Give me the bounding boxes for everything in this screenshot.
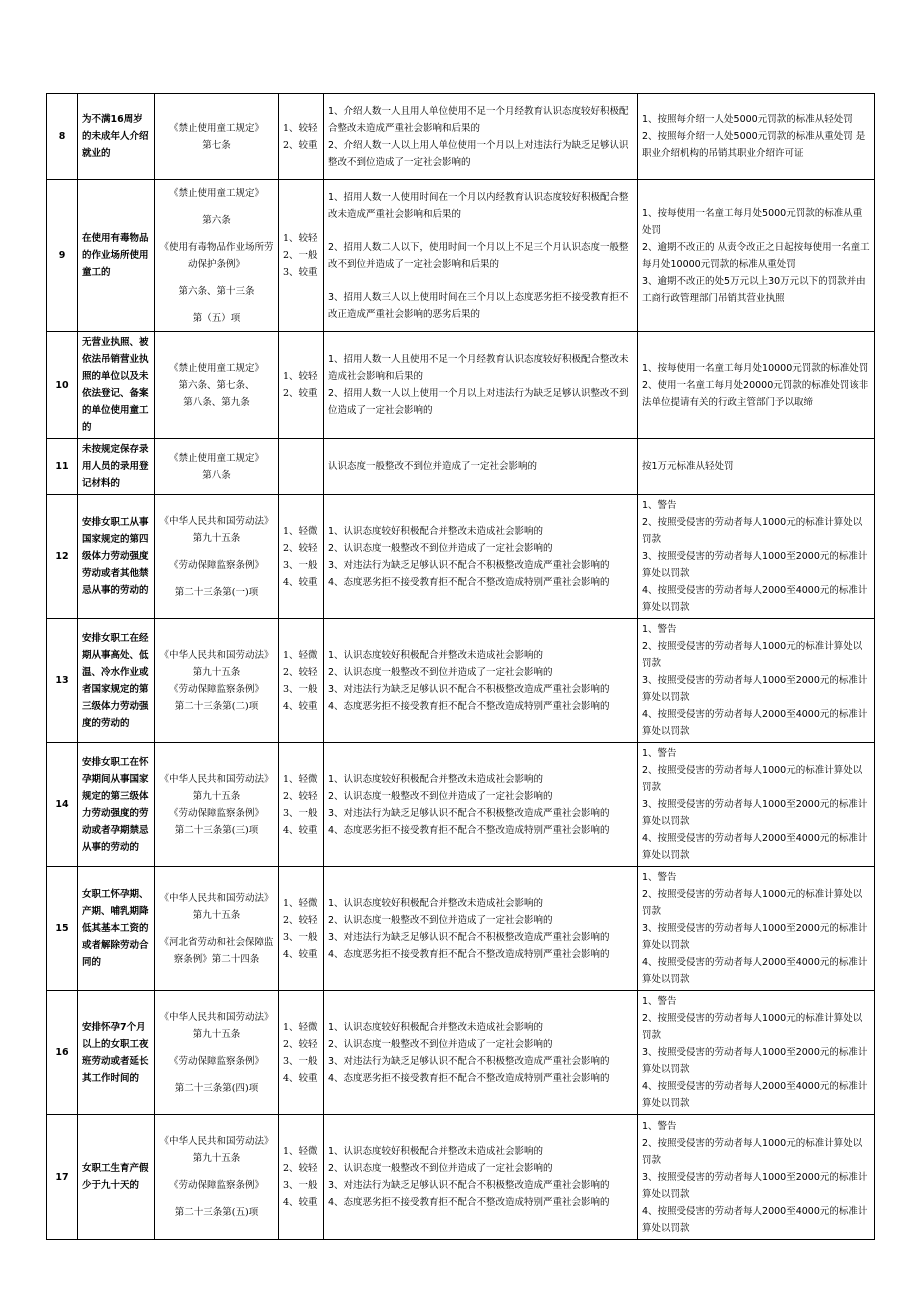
- basis-line: 《禁止使用童工规定》: [168, 362, 264, 374]
- degrees-line: 4、较重: [283, 948, 318, 960]
- conditions-line: 2、认识态度一般整改不到位并造成了一定社会影响的: [328, 542, 553, 554]
- penalties-line: 2、按照受侵害的劳动者每人1000元的标准计算处以罚款: [642, 889, 863, 917]
- basis-line: 《劳动保障监察条例》: [168, 1180, 264, 1191]
- conditions: [324, 332, 638, 439]
- violation-item: 在使用有毒物品的作业场所使用童工的: [78, 180, 155, 332]
- conditions-line: 3、对违法行为缺乏足够认识不配合不积极整改造成严重社会影响的: [328, 1180, 610, 1191]
- line-gap: [328, 273, 633, 289]
- conditions-line: 1、认识态度较好积极配合并整改未造成社会影响的: [328, 1146, 544, 1157]
- penalties-line: 3、按照受侵害的劳动者每人1000至2000元的标准计算处以罚款: [642, 675, 868, 703]
- basis-line: 第八条: [202, 469, 231, 481]
- conditions-line: 2、招用人数一人以上使用一个月以上对违法行为缺乏足够认识整改不到位造成了一定社会影响的: [328, 388, 629, 416]
- violation-item: 为不满16周岁的未成年人介绍就业的: [78, 94, 155, 180]
- penalties-line: 1、警告: [642, 500, 677, 511]
- degrees-line: 2、较轻: [283, 542, 318, 554]
- line-gap: [159, 1070, 274, 1080]
- conditions-line: 2、认识态度一般整改不到位并造成了一定社会影响的: [328, 666, 553, 678]
- row-number: 10: [47, 332, 78, 439]
- penalties-line: 4、按照受侵害的劳动者每人2000至4000元的标准计算处以罚款: [642, 957, 868, 985]
- conditions-line: 3、对违法行为缺乏足够认识不配合不积极整改造成严重社会影响的: [328, 931, 610, 943]
- violation-item: 安排女职工从事国家规定的第四级体力劳动强度劳动或者其他禁忌从事的劳动的: [78, 495, 155, 619]
- penalties-line: 3、按照受侵害的劳动者每人1000至2000元的标准计算处以罚款: [642, 1047, 868, 1075]
- conditions-line: 2、认识态度一般整改不到位并造成了一定社会影响的: [328, 1038, 553, 1050]
- conditions-line: 2、招用人数二人以下，使用时间一个月以上不足三个月认识态度一般整改不到位并造成了一定社会影响和后果的: [328, 241, 629, 270]
- conditions-line: 3、对违法行为缺乏足够认识不配合不积极整改造成严重社会影响的: [328, 1055, 610, 1067]
- conditions-line: 1、认识态度较好积极配合并整改未造成社会影响的: [328, 525, 544, 537]
- conditions-line: 3、对违法行为缺乏足够认识不配合不积极整改造成严重社会影响的: [328, 559, 610, 571]
- table-body: [47, 94, 875, 1240]
- severity-degree: [279, 94, 324, 180]
- degrees-line: 4、较重: [283, 1072, 318, 1084]
- legal-basis: [155, 1115, 279, 1240]
- table-row: [47, 991, 875, 1115]
- conditions-line: 1、招用人数一人且使用不足一个月经教育认识态度较好积极配合整改未造成社会影响和后果的: [328, 354, 629, 382]
- line-gap: [159, 1167, 274, 1177]
- basis-line: 第六条、第七条、: [178, 379, 255, 391]
- degrees-line: 3、一般: [283, 807, 318, 819]
- severity-degree: [279, 439, 324, 495]
- degrees-line: 1、较轻: [283, 122, 318, 134]
- penalties-line: 按1万元标准从轻处罚: [642, 461, 734, 472]
- penalties-line: 2、逾期不改正的 从责令改正之日起按每使用一名童工每月处10000元罚款的标准从重处罚: [642, 241, 870, 270]
- row-number: 14: [47, 743, 78, 867]
- conditions-line: 2、认识态度一般整改不到位并造成了一定社会影响的: [328, 1163, 553, 1174]
- penalties-line: 4、按照受侵害的劳动者每人2000至4000元的标准计算处以罚款: [642, 709, 868, 737]
- penalties-line: 1、按每使用一名童工每月处5000元罚款的标准从重处罚: [642, 207, 863, 236]
- table-row: [47, 867, 875, 991]
- penalty-standard: [638, 332, 875, 439]
- basis-line: 《劳动保障监察条例》: [168, 807, 264, 819]
- basis-line: 第二十三条第(三)项: [174, 824, 259, 836]
- penalties-line: 4、按照受侵害的劳动者每人2000至4000元的标准计算处以罚款: [642, 833, 868, 861]
- penalties-line: 2、按照受侵害的劳动者每人1000元的标准计算处以罚款: [642, 765, 863, 793]
- row-number: 13: [47, 619, 78, 743]
- penalties-line: 3、按照受侵害的劳动者每人1000至2000元的标准计算处以罚款: [642, 551, 868, 579]
- penalties-line: 2、按照受侵害的劳动者每人1000元的标准计算处以罚款: [642, 1137, 863, 1166]
- legal-basis: [155, 867, 279, 991]
- basis-line: 第（五）项: [192, 312, 241, 324]
- conditions-line: 1、认识态度较好积极配合并整改未造成社会影响的: [328, 897, 544, 909]
- basis-line: 第二十三条第(四)项: [174, 1082, 259, 1094]
- conditions: [324, 1115, 638, 1240]
- degrees-line: 3、一般: [283, 1055, 318, 1067]
- legal-basis: [155, 743, 279, 867]
- table-row: [47, 94, 875, 180]
- table-row: [47, 619, 875, 743]
- conditions: [324, 743, 638, 867]
- penalties-line: 3、按照受侵害的劳动者每人1000至2000元的标准计算处以罚款: [642, 1171, 868, 1200]
- basis-line: 《中华人民共和国劳动法》第九十五条: [159, 1011, 274, 1040]
- penalties-line: 1、警告: [642, 996, 677, 1007]
- degrees-line: 1、轻微: [283, 1146, 318, 1157]
- penalties-line: 4、按照受侵害的劳动者每人2000至4000元的标准计算处以罚款: [642, 1205, 868, 1234]
- severity-degree: [279, 743, 324, 867]
- penalty-standard: [638, 94, 875, 180]
- severity-degree: [279, 619, 324, 743]
- degrees-line: 4、较重: [283, 700, 318, 712]
- basis-line: 《劳动保障监察条例》: [168, 1055, 264, 1067]
- basis-line: 第二十三条第(五)项: [174, 1207, 259, 1218]
- conditions-line: 3、对违法行为缺乏足够认识不配合不积极整改造成严重社会影响的: [328, 683, 610, 695]
- violation-item: 安排女职工在怀孕期间从事国家规定的第三级体力劳动强度的劳动或者孕期禁忌从事的劳动的: [78, 743, 155, 867]
- basis-line: 第二十三条第(二)项: [174, 700, 259, 712]
- conditions: [324, 439, 638, 495]
- penalty-standards-table: [46, 93, 875, 1240]
- penalties-line: 1、警告: [642, 1120, 677, 1132]
- degrees-line: 4、较重: [283, 824, 318, 836]
- penalties-line: 1、警告: [642, 748, 677, 759]
- conditions: [324, 495, 638, 619]
- degrees-line: 4、较重: [283, 576, 318, 588]
- line-gap: [159, 202, 274, 212]
- table-row: [47, 332, 875, 439]
- line-gap: [159, 1194, 274, 1204]
- penalty-standard: [638, 1115, 875, 1240]
- penalty-standard: [638, 991, 875, 1115]
- table-row: [47, 495, 875, 619]
- conditions-line: 3、对违法行为缺乏足够认识不配合不积极整改造成严重社会影响的: [328, 807, 610, 819]
- conditions-line: 4、态度恶劣拒不接受教育拒不配合不整改造成特别严重社会影响的: [328, 1072, 610, 1084]
- conditions-line: 2、认识态度一般整改不到位并造成了一定社会影响的: [328, 914, 553, 926]
- basis-line: 第六条: [202, 214, 231, 226]
- conditions: [324, 619, 638, 743]
- penalty-standard: [638, 180, 875, 332]
- penalties-line: 1、按每使用一名童工每月处10000元罚款的标准处罚: [642, 362, 869, 374]
- legal-basis: [155, 495, 279, 619]
- penalty-standard: [638, 743, 875, 867]
- conditions-line: 1、认识态度较好积极配合并整改未造成社会影响的: [328, 773, 544, 785]
- degrees-line: 3、一般: [283, 931, 318, 943]
- basis-line: 《中华人民共和国劳动法》第九十五条: [159, 649, 274, 678]
- severity-degree: [279, 991, 324, 1115]
- legal-basis: [155, 94, 279, 180]
- conditions-line: 4、态度恶劣拒不接受教育拒不配合不整改造成特别严重社会影响的: [328, 700, 610, 712]
- degrees-line: 2、较轻: [283, 1038, 318, 1050]
- basis-line: 《劳动保障监察条例》: [168, 559, 264, 571]
- conditions-line: 2、认识态度一般整改不到位并造成了一定社会影响的: [328, 790, 553, 802]
- basis-line: 《中华人民共和国劳动法》第九十五条: [159, 515, 274, 544]
- basis-line: 第二十三条第(一)项: [174, 586, 259, 598]
- penalties-line: 1、警告: [642, 624, 677, 635]
- penalties-line: 2、按照受侵害的劳动者每人1000元的标准计算处以罚款: [642, 641, 863, 669]
- degrees-line: 3、一般: [283, 683, 318, 695]
- line-gap: [159, 300, 274, 310]
- basis-line: 《禁止使用童工规定》: [168, 452, 264, 464]
- degrees-line: 3、一般: [283, 1180, 318, 1191]
- row-number: 12: [47, 495, 78, 619]
- severity-degree: [279, 180, 324, 332]
- degrees-line: 2、较轻: [283, 914, 318, 926]
- penalties-line: 3、按照受侵害的劳动者每人1000至2000元的标准计算处以罚款: [642, 923, 868, 951]
- degrees-line: 1、较轻: [283, 371, 318, 382]
- row-number: 11: [47, 439, 78, 495]
- row-number: 9: [47, 180, 78, 332]
- line-gap: [159, 229, 274, 239]
- table-row: [47, 439, 875, 495]
- basis-line: 《中华人民共和国劳动法》第九十五条: [159, 773, 274, 802]
- penalties-line: 2、按照每介绍一人处5000元罚款的标准从重处罚 是职业介绍机构的吊销其职业介绍许可证: [642, 131, 866, 159]
- basis-line: 《中华人民共和国劳动法》第九十五条: [159, 892, 274, 921]
- conditions-line: 3、招用人数三人以上使用时间在三个月以上态度恶劣拒不接受教育拒不改正造成严重社会影响的恶劣后果的: [328, 291, 629, 320]
- legal-basis: [155, 619, 279, 743]
- legal-basis: [155, 332, 279, 439]
- conditions-line: 2、介绍人数一人以上用人单位使用一个月以上对违法行为缺乏足够认识整改不到位造成了一定社会影响的: [328, 139, 629, 168]
- degrees-line: 2、一般: [283, 250, 318, 261]
- row-number: 16: [47, 991, 78, 1115]
- table-row: [47, 180, 875, 332]
- degrees-line: 2、较重: [283, 139, 318, 151]
- degrees-line: 1、轻微: [283, 897, 318, 909]
- row-number: 15: [47, 867, 78, 991]
- line-gap: [159, 1043, 274, 1053]
- penalties-line: 3、逾期不改正的处5万元以上30万元以下的罚款并由工商行政管理部门吊销其营业执照: [642, 275, 866, 304]
- table-row: [47, 1115, 875, 1240]
- penalties-line: 2、按照受侵害的劳动者每人1000元的标准计算处以罚款: [642, 1013, 863, 1041]
- line-gap: [159, 273, 274, 283]
- degrees-line: 1、轻微: [283, 649, 318, 661]
- basis-line: 《劳动保障监察条例》: [168, 683, 264, 695]
- violation-item: 女职工生育产假少于九十天的: [78, 1115, 155, 1240]
- conditions: [324, 180, 638, 332]
- penalties-line: 2、使用一名童工每月处20000元罚款的标准处罚该非法单位提请有关的行政主管部门予以取缔: [642, 379, 869, 408]
- conditions-line: 4、态度恶劣拒不接受教育拒不配合不整改造成特别严重社会影响的: [328, 576, 610, 588]
- severity-degree: [279, 332, 324, 439]
- basis-line: 《使用有毒物品作业场所劳动保护条例》: [159, 241, 274, 270]
- degrees-line: 4、较重: [283, 1197, 318, 1208]
- conditions-line: 1、介绍人数一人且用人单位使用不足一个月经教育认识态度较好积极配合整改未造成严重社会影响和后果的: [328, 105, 629, 134]
- violation-item: 安排女职工在经期从事高处、低温、冷水作业或者国家规定的第三级体力劳动强度的劳动的: [78, 619, 155, 743]
- severity-degree: [279, 1115, 324, 1240]
- violation-item: 未按规定保存录用人员的录用登记材料的: [78, 439, 155, 495]
- violation-item: 无营业执照、被依法吊销营业执照的单位以及未依法登记、备案的单位使用童工的: [78, 332, 155, 439]
- conditions-line: 1、招用人数一人使用时间在一个月以内经教育认识态度较好积极配合整改未造成严重社会影响和后果的: [328, 191, 629, 220]
- conditions: [324, 94, 638, 180]
- table-row: [47, 743, 875, 867]
- degrees-line: 2、较轻: [283, 1163, 318, 1174]
- degrees-line: 2、较轻: [283, 666, 318, 678]
- row-number: 17: [47, 1115, 78, 1240]
- degrees-line: 1、较轻: [283, 233, 318, 244]
- penalties-line: 3、按照受侵害的劳动者每人1000至2000元的标准计算处以罚款: [642, 799, 868, 827]
- degrees-line: 2、较轻: [283, 790, 318, 802]
- penalties-line: 2、按照受侵害的劳动者每人1000元的标准计算处以罚款: [642, 517, 863, 545]
- conditions: [324, 991, 638, 1115]
- degrees-line: 1、轻微: [283, 525, 318, 537]
- conditions: [324, 867, 638, 991]
- degrees-line: 3、一般: [283, 559, 318, 571]
- violation-item: 女职工怀孕期、产期、哺乳期降低其基本工资的或者解除劳动合同的: [78, 867, 155, 991]
- conditions-line: 1、认识态度较好积极配合并整改未造成社会影响的: [328, 649, 544, 661]
- degrees-line: 2、较重: [283, 388, 318, 399]
- basis-line: 第六条、第十三条: [178, 285, 255, 297]
- conditions-line: 4、态度恶劣拒不接受教育拒不配合不整改造成特别严重社会影响的: [328, 824, 610, 836]
- penalty-standard: [638, 867, 875, 991]
- severity-degree: [279, 495, 324, 619]
- conditions-line: 认识态度一般整改不到位并造成了一定社会影响的: [328, 461, 538, 472]
- penalties-line: 4、按照受侵害的劳动者每人2000至4000元的标准计算处以罚款: [642, 1081, 868, 1109]
- basis-line: 《禁止使用童工规定》: [168, 122, 264, 134]
- legal-basis: [155, 991, 279, 1115]
- violation-item: 安排怀孕7个月以上的女职工夜班劳动或者延长其工作时间的: [78, 991, 155, 1115]
- legal-basis: [155, 180, 279, 332]
- penalty-standard: [638, 495, 875, 619]
- basis-line: 第七条: [202, 139, 231, 151]
- penalty-standard: [638, 619, 875, 743]
- legal-basis: [155, 439, 279, 495]
- basis-line: 《河北省劳动和社会保障监察条例》第二十四条: [159, 936, 274, 965]
- row-number: 8: [47, 94, 78, 180]
- degrees-line: 1、轻微: [283, 1021, 318, 1033]
- conditions-line: 1、认识态度较好积极配合并整改未造成社会影响的: [328, 1021, 544, 1033]
- penalties-line: 4、按照受侵害的劳动者每人2000至4000元的标准计算处以罚款: [642, 585, 868, 613]
- penalties-line: 1、警告: [642, 872, 677, 883]
- degrees-line: 3、较重: [283, 267, 318, 278]
- penalties-line: 1、按照每介绍一人处5000元罚款的标准从轻处罚: [642, 114, 853, 125]
- line-gap: [159, 547, 274, 557]
- line-gap: [328, 223, 633, 239]
- degrees-line: 1、轻微: [283, 773, 318, 785]
- severity-degree: [279, 867, 324, 991]
- penalty-standard: [638, 439, 875, 495]
- line-gap: [159, 924, 274, 934]
- basis-line: 第八条、第九条: [183, 396, 250, 408]
- line-gap: [159, 574, 274, 584]
- conditions-line: 4、态度恶劣拒不接受教育拒不配合不整改造成特别严重社会影响的: [328, 1197, 610, 1208]
- conditions-line: 4、态度恶劣拒不接受教育拒不配合不整改造成特别严重社会影响的: [328, 948, 610, 960]
- basis-line: 《中华人民共和国劳动法》第九十五条: [159, 1136, 274, 1164]
- basis-line: 《禁止使用童工规定》: [168, 187, 264, 199]
